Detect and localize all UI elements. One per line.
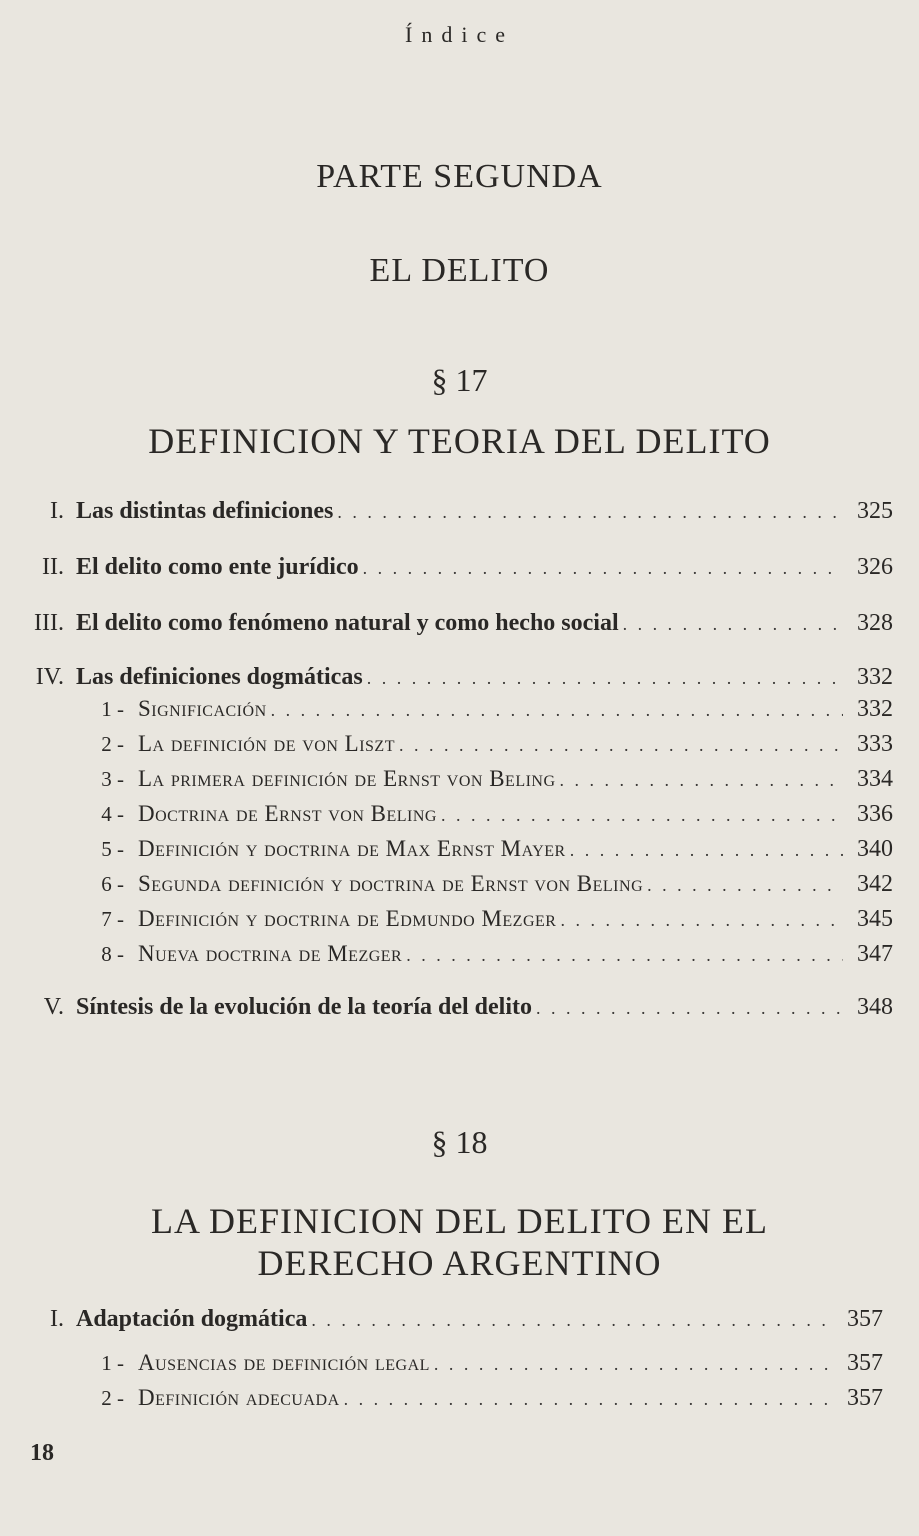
leader-dots bbox=[344, 1389, 833, 1410]
toc-subentry bbox=[96, 696, 893, 723]
entry-title: Definición adecuada bbox=[138, 1385, 340, 1410]
entry-page: 325 bbox=[857, 498, 893, 524]
entry-title: Significación bbox=[138, 696, 267, 721]
toc-subentry bbox=[96, 1350, 883, 1377]
leader-dots bbox=[311, 1310, 833, 1331]
toc-subentry bbox=[96, 941, 893, 968]
toc-entry bbox=[20, 664, 893, 691]
entry-title: Definición y doctrina de Edmundo Mezger bbox=[138, 906, 557, 931]
entry-number: II. bbox=[42, 554, 64, 580]
leader-dots bbox=[399, 735, 843, 756]
toc-entry bbox=[20, 1306, 883, 1333]
entry-title: Ausencias de definición legal bbox=[138, 1350, 430, 1375]
entry-page: 332 bbox=[857, 664, 893, 690]
toc-entry bbox=[20, 610, 893, 637]
leader-dots bbox=[441, 805, 843, 826]
entry-number: III. bbox=[34, 610, 64, 636]
entry-title: La primera definición de Ernst von Beling bbox=[138, 766, 556, 791]
entry-page: 357 bbox=[847, 1385, 883, 1411]
entry-number: I. bbox=[50, 1306, 64, 1332]
leader-dots bbox=[647, 875, 843, 896]
leader-dots bbox=[434, 1354, 833, 1375]
entry-number: 6 - bbox=[101, 872, 124, 896]
entry-title: Definición y doctrina de Max Ernst Mayer bbox=[138, 836, 566, 861]
entry-number: 1 - bbox=[101, 1351, 124, 1375]
entry-page: 357 bbox=[847, 1306, 883, 1332]
entry-number: 8 - bbox=[101, 942, 124, 966]
toc-subentry bbox=[96, 801, 893, 828]
toc-subentry bbox=[96, 1385, 883, 1412]
toc-subentry bbox=[96, 766, 893, 793]
entry-number: 4 - bbox=[101, 802, 124, 826]
leader-dots bbox=[560, 770, 843, 791]
leader-dots bbox=[337, 502, 843, 523]
entry-title: El delito como ente jurídico bbox=[76, 554, 359, 580]
entry-page: 336 bbox=[857, 801, 893, 827]
entry-page: 348 bbox=[857, 994, 893, 1020]
entry-page: 333 bbox=[857, 731, 893, 757]
entry-number: 3 - bbox=[101, 767, 124, 791]
chapter-title bbox=[0, 1200, 919, 1284]
entry-page: 340 bbox=[857, 836, 893, 862]
section-number: § 18 bbox=[431, 1124, 488, 1160]
entry-page: 334 bbox=[857, 766, 893, 792]
entry-number: 1 - bbox=[101, 697, 124, 721]
part-title: PARTE SEGUNDA bbox=[316, 158, 603, 195]
entry-page: 328 bbox=[857, 610, 893, 636]
entry-page: 332 bbox=[857, 696, 893, 722]
entry-page: 342 bbox=[857, 871, 893, 897]
part-subtitle: EL DELITO bbox=[369, 252, 550, 289]
entry-number: I. bbox=[50, 498, 64, 524]
leader-dots bbox=[570, 840, 843, 861]
leader-dots bbox=[406, 945, 843, 966]
section-number: § 17 bbox=[431, 362, 488, 398]
entry-page: 347 bbox=[857, 941, 893, 967]
toc-entry bbox=[20, 554, 893, 581]
leader-dots bbox=[623, 614, 843, 635]
entry-title: La definición de von Liszt bbox=[138, 731, 395, 756]
entry-number: 2 - bbox=[101, 1386, 124, 1410]
leader-dots bbox=[367, 668, 843, 689]
toc-subentry bbox=[96, 906, 893, 933]
entry-title: Nueva doctrina de Mezger bbox=[138, 941, 403, 966]
leader-dots bbox=[271, 700, 843, 721]
entry-page: 345 bbox=[857, 906, 893, 932]
chapter-title: DEFINICION Y TEORIA DEL DELITO bbox=[148, 421, 771, 461]
entry-title: Doctrina de Ernst von Beling bbox=[138, 801, 437, 826]
entry-page: 326 bbox=[857, 554, 893, 580]
chapter-title-line: LA DEFINICION DEL DELITO EN EL bbox=[151, 1201, 768, 1241]
entry-number: IV. bbox=[35, 664, 64, 690]
entry-title: El delito como fenómeno natural y como hecho social bbox=[76, 610, 619, 636]
entry-title: Segunda definición y doctrina de Ernst von Beling bbox=[138, 871, 644, 896]
entry-title: Las distintas definiciones bbox=[76, 498, 334, 524]
chapter-title-line: DERECHO ARGENTINO bbox=[257, 1243, 662, 1283]
leader-dots bbox=[363, 558, 843, 579]
toc-entry bbox=[20, 498, 893, 525]
entry-number: V. bbox=[43, 994, 64, 1020]
entry-number: 2 - bbox=[101, 732, 124, 756]
entry-title: Síntesis de la evolución de la teoría del delito bbox=[76, 994, 532, 1020]
toc-subentry bbox=[96, 836, 893, 863]
page-number: 18 bbox=[30, 1440, 54, 1466]
leader-dots bbox=[560, 910, 843, 931]
leader-dots bbox=[536, 998, 843, 1019]
entry-number: 7 - bbox=[101, 907, 124, 931]
running-head: Índice bbox=[405, 22, 514, 47]
toc-subentry bbox=[96, 731, 893, 758]
toc-subentry bbox=[96, 871, 893, 898]
entry-title: Adaptación dogmática bbox=[76, 1306, 308, 1332]
toc-entry bbox=[20, 994, 893, 1021]
entry-page: 357 bbox=[847, 1350, 883, 1376]
entry-title: Las definiciones dogmáticas bbox=[76, 664, 363, 690]
entry-number: 5 - bbox=[101, 837, 124, 861]
